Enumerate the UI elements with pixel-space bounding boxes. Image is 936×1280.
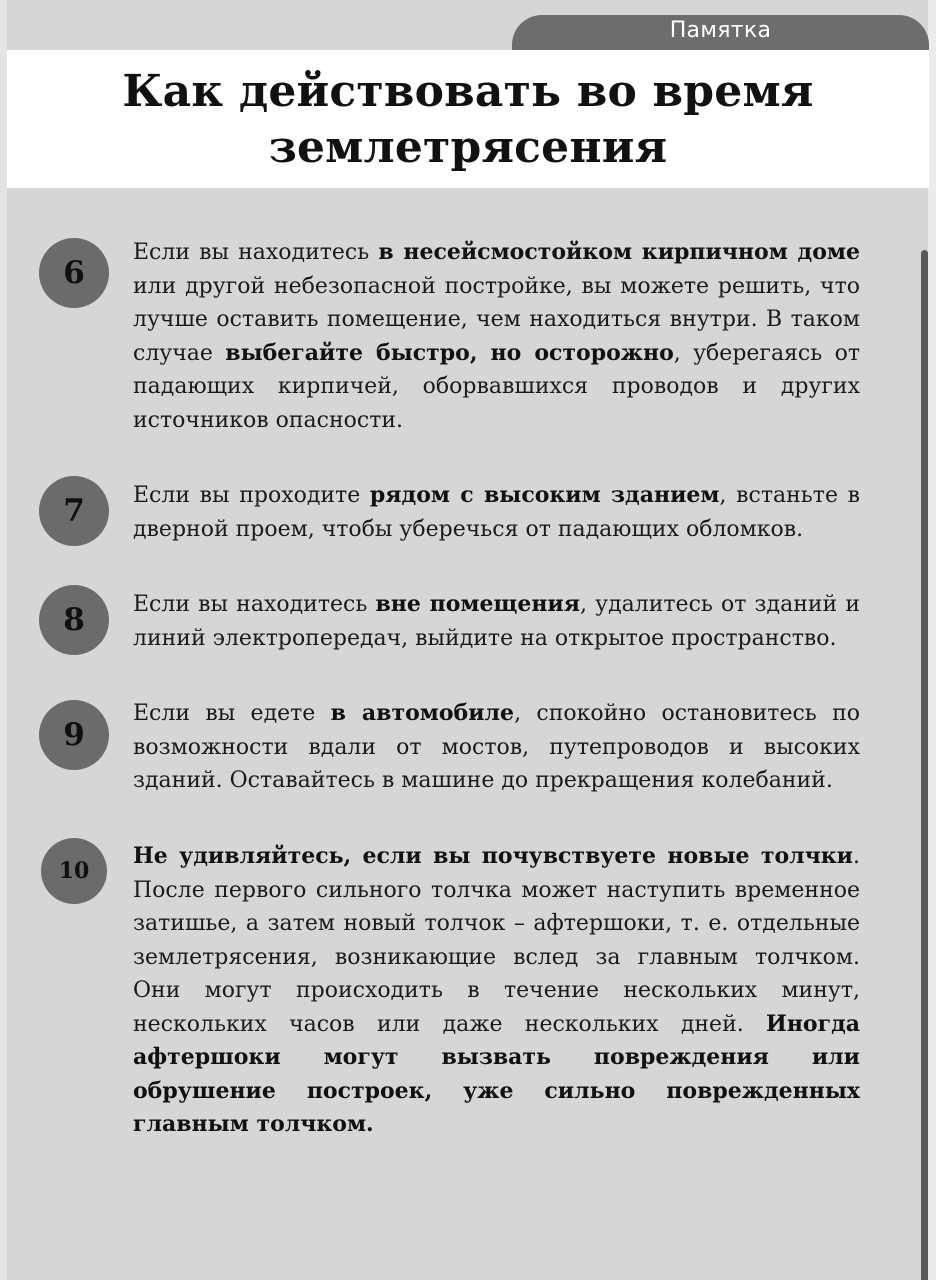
title-header: [7, 50, 929, 188]
page-title-line-1: Как действовать во время: [122, 66, 814, 117]
page-edge-left: [0, 0, 7, 1280]
item-text: Если вы едете в автомобиле, спокойно остановитесь по возможности вдали от мостов, путепроводов и высоких зданий. Оставайтесь в машине до прекращения колебаний.: [133, 700, 861, 793]
scrollbar[interactable]: [921, 250, 928, 1280]
item-text: Если вы находитесь в несейсмостойком кирпичном доме или другой небезопасной постройке, вы можете решить, что лучше оставить помещение, чем находиться внутри. В таком случае выбегайте быстро, но осторожно, уберегаясь от падающих кирпичей, оборвавшихся проводов и других источников опасности.: [133, 239, 861, 433]
item-text: Если вы проходите рядом с высоким зданием, встаньте в дверной проем, чтобы уберечься от падающих обломков.: [133, 482, 861, 542]
number-badge: 6: [39, 238, 109, 308]
number-badge: 10: [41, 838, 107, 904]
memo-tab: [512, 15, 929, 55]
number-badge: 7: [39, 476, 109, 546]
number-badge: 9: [39, 700, 109, 770]
number-badge: 8: [39, 585, 109, 655]
item-text: Если вы находитесь вне помещения, удалитесь от зданий и линий электропередач, выйдите на открытое пространство.: [133, 591, 860, 651]
page-edge-right: [928, 0, 936, 1280]
page-title-line-2: землетрясения: [268, 122, 668, 173]
memo-tab-label: Памятка: [669, 18, 772, 43]
page-title: [7, 64, 929, 176]
item-text: Не удивляйтесь, если вы почувствуете новые толчки. После первого сильного толчка может наступить временное затишье, а затем новый толчок – афтершоки, т. е. отдельные землетрясения, возникающие вслед за главным толчком. Они могут происходить в течение нескольких минут, нескольких часов или даже нескольких дней. Иногда афтершоки могут вызвать повреждения или обрушение построек, уже сильно поврежденных главным толчком.: [133, 843, 860, 1137]
